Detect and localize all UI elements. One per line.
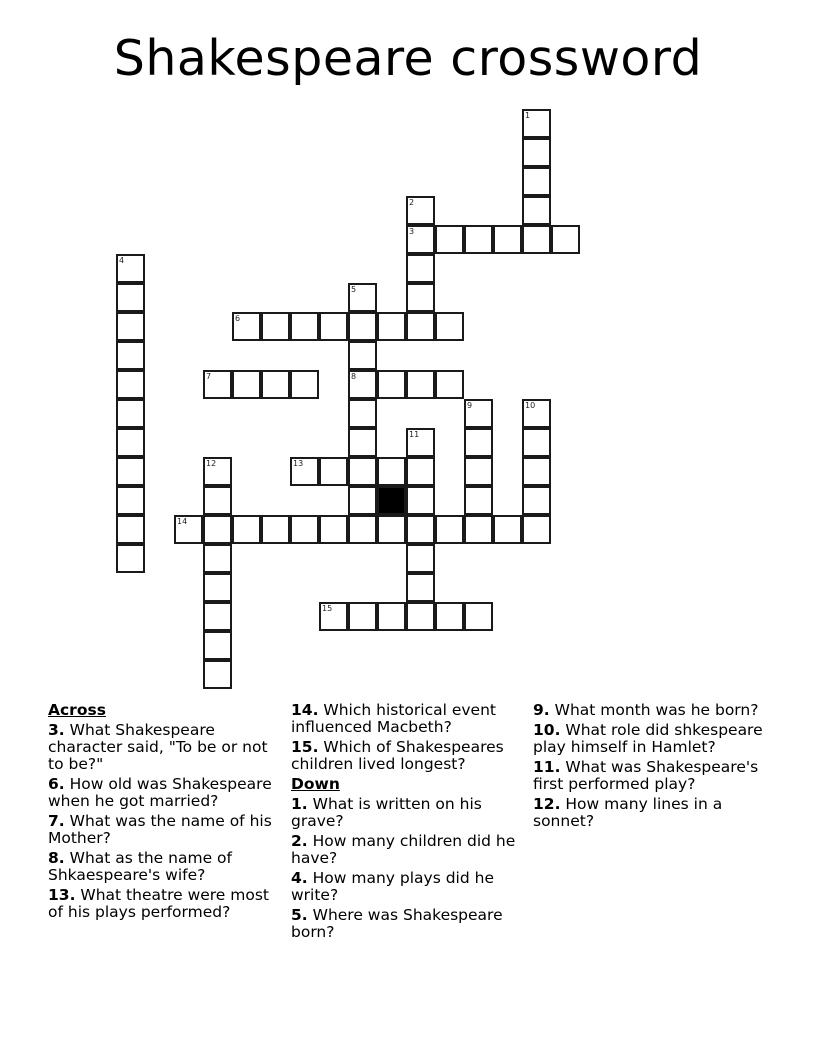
- grid-cell[interactable]: [319, 515, 348, 544]
- clue-across-13: [48, 887, 283, 921]
- grid-cell[interactable]: [493, 515, 522, 544]
- grid-cell[interactable]: [261, 370, 290, 399]
- clue-number: 14.: [291, 701, 319, 719]
- grid-cell[interactable]: [406, 370, 435, 399]
- clue-text: Which of Shakespeares children lived longest?: [291, 738, 504, 773]
- grid-cell[interactable]: [116, 457, 145, 486]
- grid-cell[interactable]: [203, 544, 232, 573]
- grid-cell[interactable]: [116, 341, 145, 370]
- grid-cell[interactable]: [435, 225, 464, 254]
- clue-number-label: 1: [525, 111, 531, 120]
- grid-cell[interactable]: [203, 515, 232, 544]
- clue-across-3: [48, 722, 283, 773]
- grid-cell[interactable]: [348, 457, 377, 486]
- clue-across-14: [291, 702, 526, 736]
- grid-cell[interactable]: [290, 457, 319, 486]
- grid-cell[interactable]: [406, 225, 435, 254]
- grid-cell[interactable]: [203, 660, 232, 689]
- grid-cell[interactable]: [377, 370, 406, 399]
- grid-cell[interactable]: [522, 428, 551, 457]
- black-cell: [377, 486, 406, 515]
- grid-cell[interactable]: [261, 312, 290, 341]
- page-title: Shakespeare crossword: [113, 30, 703, 87]
- clue-number: 2.: [291, 832, 308, 850]
- grid-cell[interactable]: [203, 573, 232, 602]
- grid-cell[interactable]: [522, 196, 551, 225]
- grid-cell[interactable]: [348, 602, 377, 631]
- grid-cell[interactable]: [464, 457, 493, 486]
- grid-cell[interactable]: [116, 428, 145, 457]
- grid-cell[interactable]: [522, 109, 551, 138]
- grid-cell[interactable]: [377, 515, 406, 544]
- clue-number: 6.: [48, 775, 65, 793]
- grid-cell[interactable]: [522, 225, 551, 254]
- clue-text: What month was he born?: [554, 701, 759, 719]
- grid-cell[interactable]: [203, 602, 232, 631]
- clue-number-label: 4: [119, 256, 125, 265]
- clue-number: 9.: [533, 701, 550, 719]
- grid-cell[interactable]: [348, 486, 377, 515]
- clue-across-6: [48, 776, 283, 810]
- clue-down-1: [291, 796, 526, 830]
- grid-cell[interactable]: [464, 602, 493, 631]
- clue-down-5: [291, 907, 526, 941]
- grid-cell[interactable]: [406, 312, 435, 341]
- grid-cell[interactable]: [348, 515, 377, 544]
- clue-across-7: [48, 813, 283, 847]
- clue-text: What is written on his grave?: [291, 795, 482, 830]
- grid-cell[interactable]: [464, 486, 493, 515]
- clue-text: How many lines in a sonnet?: [533, 795, 723, 830]
- grid-cell[interactable]: [319, 457, 348, 486]
- grid-cell[interactable]: [435, 312, 464, 341]
- clue-number: 3.: [48, 721, 65, 739]
- grid-cell[interactable]: [203, 486, 232, 515]
- grid-cell[interactable]: [203, 457, 232, 486]
- grid-cell[interactable]: [522, 138, 551, 167]
- grid-cell[interactable]: [464, 399, 493, 428]
- clue-number: 1.: [291, 795, 308, 813]
- grid-cell[interactable]: [232, 515, 261, 544]
- clue-text: What theatre were most of his plays performed?: [48, 886, 270, 921]
- grid-cell[interactable]: [464, 225, 493, 254]
- clue-number: 10.: [533, 721, 561, 739]
- grid-cell[interactable]: [522, 167, 551, 196]
- clue-number-label: 9: [467, 401, 473, 410]
- grid-cell[interactable]: [377, 602, 406, 631]
- grid-cell[interactable]: [406, 457, 435, 486]
- grid-cell[interactable]: [406, 196, 435, 225]
- clue-number-label: 5: [351, 285, 357, 294]
- grid-cell[interactable]: [464, 428, 493, 457]
- grid-cell[interactable]: [377, 312, 406, 341]
- grid-cell[interactable]: [522, 515, 551, 544]
- grid-cell[interactable]: [406, 602, 435, 631]
- grid-cell[interactable]: [348, 312, 377, 341]
- clue-number: 15.: [291, 738, 319, 756]
- grid-cell[interactable]: [493, 225, 522, 254]
- clue-number: 4.: [291, 869, 308, 887]
- grid-cell[interactable]: [203, 370, 232, 399]
- clue-number: 11.: [533, 758, 561, 776]
- grid-cell[interactable]: [290, 370, 319, 399]
- grid-cell[interactable]: [319, 312, 348, 341]
- grid-cell[interactable]: [116, 283, 145, 312]
- clues-column-2: [291, 702, 526, 944]
- clue-text: What as the name of Shkaespeare's wife?: [48, 849, 232, 884]
- grid-cell[interactable]: [406, 515, 435, 544]
- clue-text: What role did shkespeare play himself in Hamlet?: [533, 721, 763, 756]
- clue-number: 12.: [533, 795, 561, 813]
- clue-number: 13.: [48, 886, 76, 904]
- grid-cell[interactable]: [464, 515, 493, 544]
- grid-cell[interactable]: [319, 602, 348, 631]
- clue-number-label: 7: [206, 372, 212, 381]
- grid-cell[interactable]: [406, 428, 435, 457]
- clue-down-11: [533, 759, 773, 793]
- down-heading: Down: [291, 775, 340, 793]
- clue-number-label: 10: [525, 401, 536, 410]
- grid-cell[interactable]: [522, 486, 551, 515]
- clue-text: How old was Shakespeare when he got married?: [48, 775, 272, 810]
- crossword-grid: [117, 110, 617, 710]
- grid-cell[interactable]: [435, 602, 464, 631]
- clue-number-label: 15: [322, 604, 333, 613]
- grid-cell[interactable]: [290, 312, 319, 341]
- clue-text: What was the name of his Mother?: [48, 812, 272, 847]
- grid-cell[interactable]: [377, 457, 406, 486]
- clue-number-label: 13: [293, 459, 304, 468]
- grid-cell[interactable]: [116, 486, 145, 515]
- grid-cell[interactable]: [522, 457, 551, 486]
- clue-number: 5.: [291, 906, 308, 924]
- clue-text: Which historical event influenced Macbeth?: [291, 701, 496, 736]
- clue-text: How many plays did he write?: [291, 869, 494, 904]
- grid-cell[interactable]: [406, 486, 435, 515]
- clue-number-label: 11: [409, 430, 420, 439]
- clue-number-label: 6: [235, 314, 241, 323]
- grid-cell[interactable]: [261, 515, 290, 544]
- grid-cell[interactable]: [406, 544, 435, 573]
- grid-cell[interactable]: [348, 428, 377, 457]
- grid-cell[interactable]: [203, 631, 232, 660]
- clue-down-4: [291, 870, 526, 904]
- clue-text: What was Shakespeare's first performed play?: [533, 758, 759, 793]
- clue-down-2: [291, 833, 526, 867]
- grid-cell[interactable]: [232, 370, 261, 399]
- clue-number-label: 12: [206, 459, 217, 468]
- grid-cell[interactable]: [116, 254, 145, 283]
- grid-cell[interactable]: [406, 254, 435, 283]
- grid-cell[interactable]: [116, 515, 145, 544]
- clue-across-15: [291, 739, 526, 773]
- clue-number-label: 2: [409, 198, 415, 207]
- grid-cell[interactable]: [551, 225, 580, 254]
- grid-cell[interactable]: [290, 515, 319, 544]
- clue-number: 7.: [48, 812, 65, 830]
- clue-down-9: [533, 702, 773, 719]
- clue-text: How many children did he have?: [291, 832, 516, 867]
- grid-cell[interactable]: [522, 399, 551, 428]
- grid-cell[interactable]: [174, 515, 203, 544]
- grid-cell[interactable]: [348, 399, 377, 428]
- clues-column-1: [48, 702, 283, 924]
- clue-number-label: 3: [409, 227, 415, 236]
- clues-column-3: [533, 702, 773, 833]
- grid-cell[interactable]: [406, 283, 435, 312]
- grid-cell[interactable]: [116, 370, 145, 399]
- clue-number: 8.: [48, 849, 65, 867]
- clue-number-label: 14: [177, 517, 188, 526]
- grid-cell[interactable]: [435, 370, 464, 399]
- clue-text: What Shakespeare character said, "To be or not to be?": [48, 721, 268, 773]
- clue-down-10: [533, 722, 773, 756]
- across-heading: Across: [48, 701, 106, 719]
- clue-across-8: [48, 850, 283, 884]
- grid-cell[interactable]: [116, 312, 145, 341]
- clue-number-label: 8: [351, 372, 357, 381]
- grid-cell[interactable]: [435, 515, 464, 544]
- clue-text: Where was Shakespeare born?: [291, 906, 503, 941]
- grid-cell[interactable]: [116, 544, 145, 573]
- grid-cell[interactable]: [406, 573, 435, 602]
- grid-cell[interactable]: [232, 312, 261, 341]
- grid-cell[interactable]: [348, 370, 377, 399]
- grid-cell[interactable]: [116, 399, 145, 428]
- clue-down-12: [533, 796, 773, 830]
- grid-cell[interactable]: [348, 283, 377, 312]
- grid-cell[interactable]: [348, 341, 377, 370]
